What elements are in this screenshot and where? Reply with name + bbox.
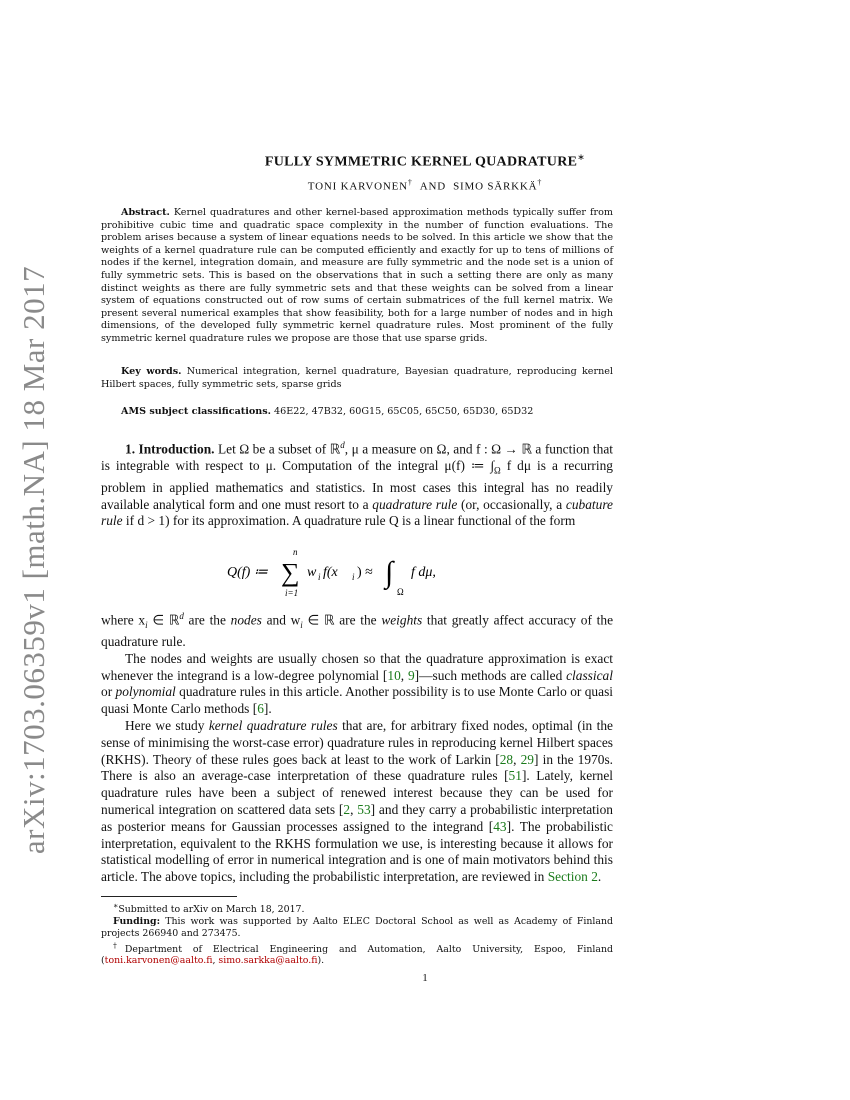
intro-paragraph-2 [101,608,613,651]
text-run: ]. The probabilistic interpretation, equivalent to the RKHS formulation we use, is interesting because it allows for statistical modelling of error in numerical integration and is one of main motivators behind this article. The above topics, including the probabilistic interpretation, are reviewed in [101,818,613,885]
funding-text: This work was supported by Aalto ELEC Doctoral School as well as Academy of Finland projects 266940 and 273475. [101,915,613,939]
text-run: that are, for arbitrary fixed nodes, optimal (in the sense of minimising the worst-case error) quadrature rules in reproducing kernel Hilbert spaces (RKHS). Theory of these rules goes back at least to the work of Larkin [ [101,718,614,767]
text-run: (or, occasionally, a [457,496,566,512]
funding-label: Funding: [113,915,161,927]
text-run: or [101,684,116,700]
intro-paragraph-3: The nodes and weights are usually chosen so that the quadrature approximation is exact whenever the integrand is a low-degree polynomial [10, 9]—such methods are called classical or polynomial quadrature rules in this article. Another possibility is to use Monte Carlo or quasi quasi Monte Carlo methods [6]. [101,650,613,717]
section-reference-link[interactable]: Section 2 [547,869,598,885]
eq-integral: ∫ [385,556,394,590]
equation-svg [227,542,487,602]
subscript: i [145,620,148,631]
eq-approx: ) ≈ [357,565,373,581]
paper-title [0,152,850,171]
superscript: d [340,440,345,450]
introduction-section [101,437,613,886]
footnote-funding [101,916,613,940]
ams-text: 46E22, 47B32, 60G15, 65C05, 65C50, 65D30, 65D32 [274,406,534,417]
page-number: 1 [422,972,428,984]
arxiv-id-text: arXiv:1703.06359v1 [math.NA] 18 Mar 2017 [16,265,51,855]
text-run: ] and they carry a probabilistic interpretation as posterior means for Gaussian processes assigned to the integrand [ [101,802,613,834]
citation-link[interactable]: 6 [257,701,264,717]
text-run: Here we study [125,718,209,734]
text-run: ] in the 1970s. There is also an average-case interpretation of these quadrature rules [ [101,751,613,784]
ams-label: AMS subject classifications. [121,406,271,417]
author-1: TONI KARVONEN [307,180,408,193]
email-link-karvonen[interactable]: toni.karvonen@aalto.fi [104,955,213,967]
author-2-dagger: † [537,178,543,187]
text-run: ]. Lately, kernel quadrature rules have been a subject of renewed interest because they can be used for numerical integration on scattered data sets [ [101,768,613,818]
text-run: ∈ ℝ are the [302,612,382,628]
citation-link[interactable]: 9 [407,667,415,683]
text-run: are the [183,612,231,628]
title-footnote-mark: ∗ [577,152,586,162]
email-link-sarkka[interactable]: simo.sarkka@aalto.fi [218,955,318,967]
keywords [101,366,613,392]
section-heading: 1. Introduction. [125,441,215,457]
footnote-divider [101,896,237,897]
eq-w-sub: i [318,572,321,583]
author-1-dagger: † [407,178,413,187]
text-run: that greatly affect accuracy of the quadrature rule. [101,612,614,650]
footnote-mark: ∗ [113,901,119,910]
quadrature-equation [101,542,613,602]
superscript: d [179,611,184,622]
citation-link[interactable]: 10 [387,667,401,683]
eq-int-sub: Ω [397,587,404,598]
emphasis: kernel quadrature rules [208,718,338,734]
intro-paragraph-4: Here we study kernel quadrature rules that are, for arbitrary fixed nodes, optimal (in the sense of minimising the worst-case error) quadrature rules in reproducing kernel Hilbert spaces (RKHS). Theory of these rules goes back at least to the work of Larkin [28, 29] in the 1970s. There is also an average-case interpretation of these quadrature rules [51]. Lately, kernel quadrature rules have been a subject of renewed interest because they can be used for numerical integration on scattered data sets [2, 53] and they carry a probabilistic interpretation as posterior means for Gaussian processes assigned to the integrand [43]. The probabilistic interpretation, equivalent to the RKHS formulation we use, is interesting because it allows for statistical modelling of error in numerical integration and is one of main motivators behind this article. The above topics, including the probabilistic interpretation, are reviewed in Section 2. [101,718,614,885]
emphasis: nodes [230,612,262,628]
footnotes [101,900,613,967]
emphasis: weights [381,612,423,628]
footnote-mark: † [113,940,125,950]
eq-f: f(x [323,565,338,581]
arxiv-sidebar-stamp [12,265,56,855]
text-run: where x [101,612,146,628]
author-and: AND [419,180,446,193]
keywords-text: Numerical integration, kernel quadrature, Bayesian quadrature, reproducing kernel Hilbert spaces, fully symmetric sets, sparse grids [101,366,613,390]
eq-w: w [307,565,317,581]
footnote-text: Submitted to arXiv on March 18, 2017. [118,904,305,916]
emphasis: polynomial [115,684,176,700]
abstract-text: Kernel quadratures and other kernel-based approximation methods typically suffer from prohibitive cubic time and quadratic space complexity in the number of function evaluations. The problem arises because a system of linear equations needs to be solved. In this article we show that the weights of a kernel quadrature rule can be computed efficiently and exactly for up to tens of millions of nodes if the kernel, integration domain, and measure are fully symmetric and the node set is a union of fully symmetric sets. This is based on the observations that in such a setting there are only as many distinct weights as there are fully symmetric sets and that these weights can be solved from a linear system of equations constructed out of row sums of certain submatrices of the full kernel matrix. We present several numerical examples that show feasibility, both for a large number of nodes and in high dimensions, of the developed fully symmetric kernel quadrature rules. Most prominent of the fully symmetric kernel quadrature rules we propose are those that use sparse grids. [101,207,613,344]
text-run: and w [261,612,301,628]
citation-link[interactable]: 53 [357,802,371,818]
text-run: ]. [263,701,272,717]
subscript: i [300,620,303,631]
text-run: The nodes and weights are usually chosen so that the quadrature approximation is exact whenever the integrand is a low-degree polynomial [ [101,650,613,683]
author-line [0,178,850,193]
text-run: ]—such methods are called [414,667,567,683]
emphasis: cubature rule [101,496,613,529]
text-run: quadrature rules in this article. Another possibility is to use Monte Carlo or quasi quasi Monte Carlo methods [ [101,684,613,717]
text-run: ). [317,955,325,967]
keywords-label: Key words. [121,366,182,377]
abstract [101,207,613,346]
text-run: . [597,869,602,885]
emphasis: classical [566,667,613,683]
footnote-submitted [101,900,613,916]
affiliation-text: Department of Electrical Engineering and Automation, Aalto University, Espoo, Finland ( [101,943,613,967]
intro-paragraph-1 [101,437,613,530]
subscript: Ω [494,465,501,476]
citation-link[interactable]: 28 [499,751,514,767]
ams-classifications [121,406,613,417]
footnote-affiliation [101,940,613,968]
citation-link[interactable]: 29 [520,751,534,767]
citation-link[interactable]: 43 [493,818,507,834]
text-run: , μ a measure on Ω, and f : Ω → ℝ a function that is integrable with respect to μ. Computation of the integral μ(f) ≔ ∫ [101,441,613,474]
eq-sum-symbol: ∑ [281,558,300,588]
eq-sum-bottom: i=1 [285,588,299,599]
eq-lhs: Q(f) ≔ [227,565,268,581]
abstract-label: Abstract. [121,207,170,218]
text-run: Let Ω be a subset of ℝ [217,441,341,457]
eq-sum-top: n [293,547,298,558]
citation-link[interactable]: 51 [508,768,522,784]
eq-rhs: f dμ, [411,565,436,581]
text-run: f dμ is a recurring problem in applied mathematics and statistics. In most cases this integral has no readily available analytical form and one must resort to a [101,458,613,512]
text-run: ∈ ℝ [147,612,180,628]
emphasis: quadrature rule [372,496,458,512]
citation-link[interactable]: 2 [343,802,351,818]
text-run: if d > 1) for its approximation. A quadrature rule Q is a linear functional of the form [122,513,576,529]
paper-title-text: FULLY SYMMETRIC KERNEL QUADRATURE [264,154,578,170]
author-2: SIMO SÄRKKÄ [453,180,538,193]
separator: , [212,955,219,967]
eq-x-sub: i [352,572,355,583]
